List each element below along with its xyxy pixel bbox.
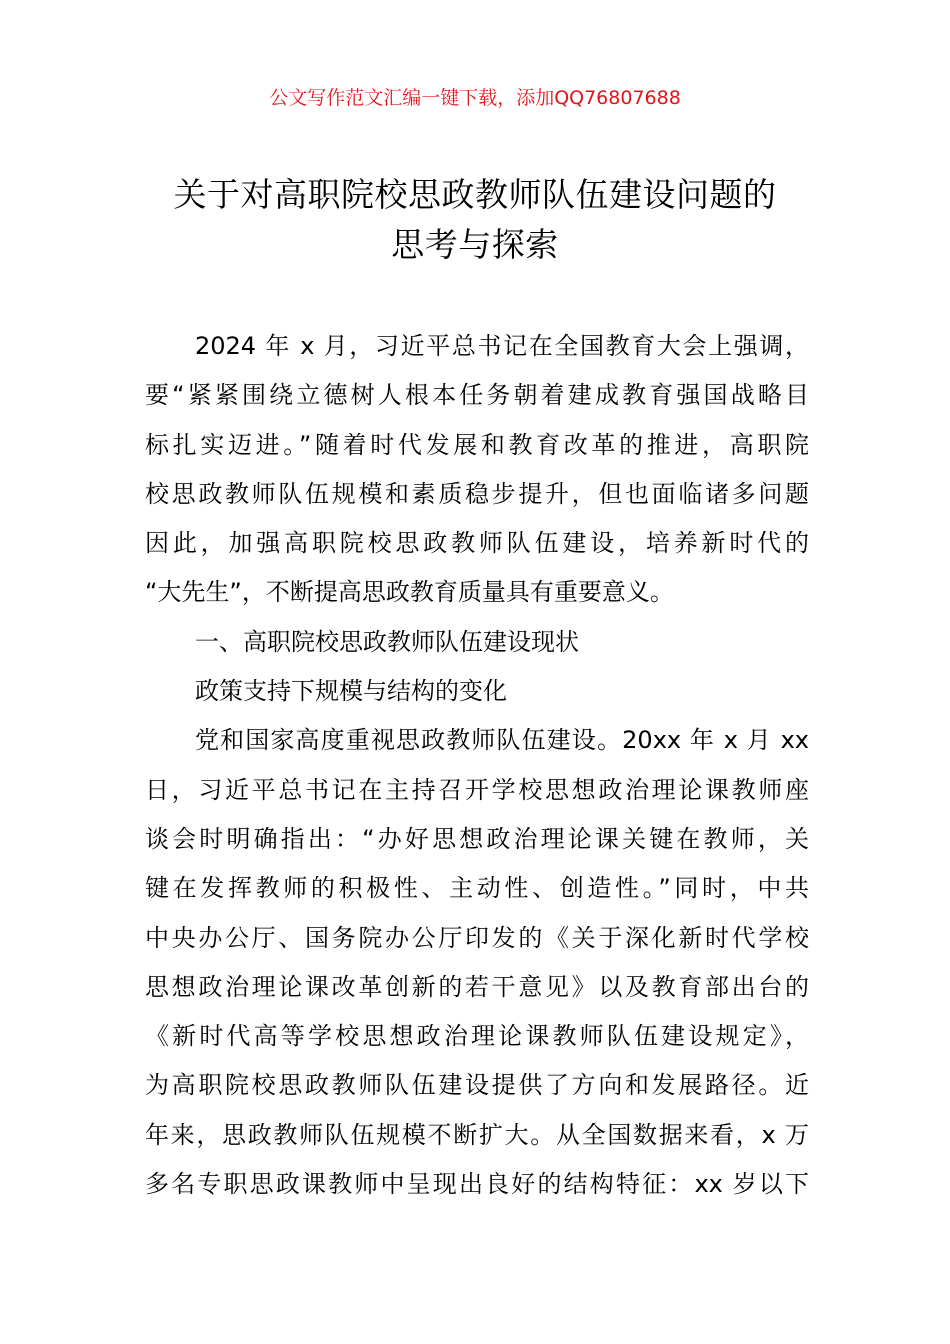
body-line: 党和国家高度重视思政教师队伍建设。20xx 年 x 月 xx <box>195 726 809 755</box>
title-line: 思考与探索 <box>391 225 559 264</box>
body-line: 标扎实迈进。”随着时代发展和教育改革的推进，高职院 <box>145 430 809 459</box>
body-line: 为高职院校思政教师队伍建设提供了方向和发展路径。近 <box>145 1071 809 1100</box>
body-line: 2024 年 x 月，习近平总书记在全国教育大会上强调， <box>195 332 809 360</box>
body-line: 年来，思政教师队伍规模不断扩大。从全国数据来看，x 万 <box>145 1120 809 1149</box>
document-body <box>145 322 809 1209</box>
body-line: 中央办公厅、国务院办公厅印发的《关于深化新时代学校 <box>145 923 809 952</box>
body-line: 键在发挥教师的积极性、主动性、创造性。”同时，中共 <box>145 874 809 903</box>
subsection-heading: 政策支持下规模与结构的变化 <box>195 677 507 706</box>
body-line: 因此，加强高职院校思政教师队伍建设，培养新时代的 <box>145 529 809 558</box>
title-line: 关于对高职院校思政教师队伍建设问题的 <box>173 175 777 214</box>
body-line: 《新时代高等学校思想政治理论课教师队伍建设规定》， <box>145 1022 809 1051</box>
body-line: 思想政治理论课改革创新的若干意见》以及教育部出台的 <box>145 972 809 1001</box>
section-heading: 一、高职院校思政教师队伍建设现状 <box>195 627 579 656</box>
body-line: 多名专职思政课教师中呈现出良好的结构特征：xx 岁以下 <box>145 1170 809 1199</box>
body-line: 谈会时明确指出：“办好思想政治理论课关键在教师，关 <box>145 824 809 853</box>
body-line: “大先生”，不断提高思政教育质量具有重要意义。 <box>145 578 674 607</box>
document-title <box>100 170 850 270</box>
body-line: 校思政教师队伍规模和素质稳步提升，但也面临诸多问题 <box>145 479 809 508</box>
body-line: 要“紧紧围绕立德树人根本任务朝着建成教育强国战略目 <box>145 381 809 410</box>
download-notice: 公文写作范文汇编一键下载，添加QQ76807688 <box>269 87 681 109</box>
body-line: 日，习近平总书记在主持召开学校思想政治理论课教师座 <box>145 775 809 804</box>
